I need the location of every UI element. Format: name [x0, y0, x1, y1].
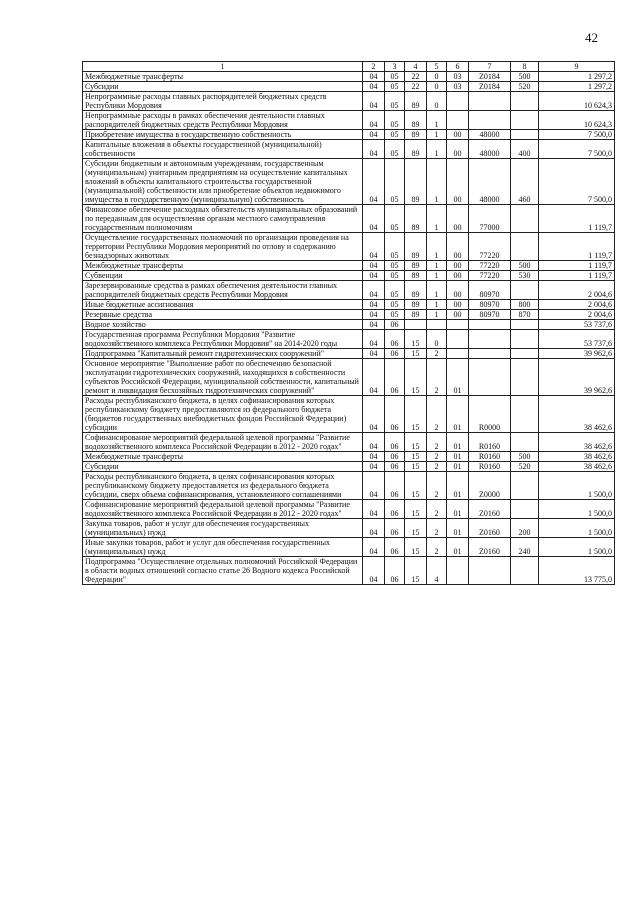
code-subsection-cell: 06 [385, 349, 405, 359]
code-activity-cell: 00 [447, 300, 469, 310]
code-section-cell: 04 [363, 320, 385, 330]
code-subprogram-cell: 2 [427, 349, 447, 359]
code-section-cell: 04 [363, 310, 385, 320]
column-header: 2 [363, 62, 385, 72]
table-row [83, 396, 615, 433]
code-program-cell [405, 320, 427, 330]
item-name-cell: Водное хозяйство [83, 320, 363, 330]
code-expense-type-cell [511, 396, 539, 433]
code-direction-cell: Z0160 [469, 519, 511, 538]
code-direction-cell [469, 359, 511, 396]
code-direction-cell: R0160 [469, 452, 511, 462]
code-direction-cell [469, 349, 511, 359]
amount-cell: 2 004,6 [539, 281, 615, 300]
code-section-cell: 04 [363, 281, 385, 300]
amount-cell: 2 004,6 [539, 300, 615, 310]
code-section-cell: 04 [363, 111, 385, 130]
code-program-cell: 89 [405, 310, 427, 320]
code-subprogram-cell: 2 [427, 538, 447, 557]
code-program-cell: 89 [405, 140, 427, 159]
amount-cell: 10 624,3 [539, 111, 615, 130]
code-subsection-cell: 06 [385, 396, 405, 433]
code-program-cell: 89 [405, 205, 427, 233]
code-program-cell: 15 [405, 557, 427, 585]
code-expense-type-cell: 500 [511, 452, 539, 462]
code-expense-type-cell: 400 [511, 140, 539, 159]
code-subsection-cell: 05 [385, 310, 405, 320]
item-name-cell: Иные закупки товаров, работ и услуг для обеспечения государственных (муниципальных) нужд [83, 538, 363, 557]
table-row [83, 261, 615, 271]
code-subprogram-cell: 1 [427, 310, 447, 320]
code-activity-cell: 00 [447, 140, 469, 159]
item-name-cell: Капитальные вложения в объекты государственной (муниципальной) собственности [83, 140, 363, 159]
item-name-cell: Непрограммные расходы в рамках обеспечения деятельности главных распорядителей бюджетных средств Республики Мордовия [83, 111, 363, 130]
code-direction-cell [469, 557, 511, 585]
code-section-cell: 04 [363, 538, 385, 557]
item-name-cell: Межбюджетные трансферты [83, 261, 363, 271]
code-subsection-cell: 06 [385, 538, 405, 557]
code-section-cell: 04 [363, 396, 385, 433]
table-row [83, 330, 615, 349]
code-section-cell: 04 [363, 300, 385, 310]
code-expense-type-cell: 800 [511, 300, 539, 310]
code-program-cell: 15 [405, 538, 427, 557]
column-header: 6 [447, 62, 469, 72]
code-activity-cell: 01 [447, 500, 469, 519]
code-subprogram-cell: 2 [427, 433, 447, 452]
code-section-cell: 04 [363, 140, 385, 159]
code-subsection-cell: 06 [385, 462, 405, 472]
code-direction-cell: R0000 [469, 396, 511, 433]
code-section-cell: 04 [363, 130, 385, 140]
code-expense-type-cell [511, 205, 539, 233]
code-direction-cell: R0160 [469, 433, 511, 452]
code-program-cell: 15 [405, 519, 427, 538]
code-subprogram-cell: 0 [427, 92, 447, 111]
column-header: 5 [427, 62, 447, 72]
table-row [83, 557, 615, 585]
item-name-cell: Резервные средства [83, 310, 363, 320]
table-row [83, 271, 615, 281]
code-subprogram-cell: 2 [427, 462, 447, 472]
amount-cell: 1 500,0 [539, 472, 615, 500]
budget-table [82, 61, 615, 585]
code-direction-cell: 77220 [469, 271, 511, 281]
code-subprogram-cell: 2 [427, 359, 447, 396]
code-subprogram-cell: 1 [427, 261, 447, 271]
code-subprogram-cell [427, 320, 447, 330]
code-activity-cell: 00 [447, 281, 469, 300]
amount-cell: 7 500,0 [539, 130, 615, 140]
item-name-cell: Подпрограмма "Капитальный ремонт гидротехнических сооружений" [83, 349, 363, 359]
code-program-cell: 15 [405, 349, 427, 359]
code-expense-type-cell [511, 500, 539, 519]
table-row [83, 82, 615, 92]
table-body [83, 72, 615, 585]
table-row [83, 111, 615, 130]
table-row [83, 140, 615, 159]
code-direction-cell [469, 330, 511, 349]
code-program-cell: 15 [405, 452, 427, 462]
code-activity-cell: 01 [447, 519, 469, 538]
amount-cell: 13 775,0 [539, 557, 615, 585]
code-subprogram-cell: 1 [427, 205, 447, 233]
amount-cell: 39 962,6 [539, 349, 615, 359]
code-subprogram-cell: 1 [427, 140, 447, 159]
code-activity-cell [447, 111, 469, 130]
code-program-cell: 89 [405, 159, 427, 205]
item-name-cell: Субсидии [83, 82, 363, 92]
code-direction-cell: 77220 [469, 261, 511, 271]
code-program-cell: 15 [405, 396, 427, 433]
code-subsection-cell: 06 [385, 519, 405, 538]
amount-cell: 2 004,6 [539, 310, 615, 320]
table-row [83, 300, 615, 310]
code-program-cell: 15 [405, 472, 427, 500]
code-activity-cell: 00 [447, 205, 469, 233]
code-expense-type-cell [511, 349, 539, 359]
code-activity-cell: 00 [447, 271, 469, 281]
code-subprogram-cell: 1 [427, 233, 447, 261]
table-row [83, 452, 615, 462]
table-row [83, 310, 615, 320]
item-name-cell: Межбюджетные трансферты [83, 452, 363, 462]
code-expense-type-cell [511, 433, 539, 452]
column-header: 7 [469, 62, 511, 72]
code-subsection-cell: 06 [385, 557, 405, 585]
code-section-cell: 04 [363, 330, 385, 349]
code-direction-cell [469, 92, 511, 111]
code-direction-cell: Z0184 [469, 72, 511, 82]
table-row [83, 349, 615, 359]
item-name-cell: Приобретение имущества в государственную собственность [83, 130, 363, 140]
code-subprogram-cell: 2 [427, 472, 447, 500]
table-row [83, 233, 615, 261]
code-activity-cell: 01 [447, 538, 469, 557]
code-direction-cell: Z0160 [469, 500, 511, 519]
code-direction-cell: Z0000 [469, 472, 511, 500]
amount-cell: 53 737,6 [539, 320, 615, 330]
item-name-cell: Софинансирование мероприятий федеральной целевой программы "Развитие водохозяйственного комплекса Российской Федерации в 2012 - 2020 годах" [83, 500, 363, 519]
code-expense-type-cell: 530 [511, 271, 539, 281]
code-expense-type-cell [511, 557, 539, 585]
code-activity-cell: 03 [447, 72, 469, 82]
code-direction-cell: 77000 [469, 205, 511, 233]
amount-cell: 1 297,2 [539, 82, 615, 92]
table-row [83, 92, 615, 111]
item-name-cell: Субсидии бюджетным и автономным учреждениям, государственным (муниципальным) унитарным предприятиям на осуществление капитальных вложений в объекты капитального строительства государственной (муниципальной) собственности или приобретение объектов недвижимого имущества в государственную (муниципальную) собственность [83, 159, 363, 205]
code-subprogram-cell: 2 [427, 452, 447, 462]
code-section-cell: 04 [363, 519, 385, 538]
code-program-cell: 15 [405, 433, 427, 452]
code-section-cell: 04 [363, 82, 385, 92]
code-program-cell: 22 [405, 82, 427, 92]
code-direction-cell: 48000 [469, 130, 511, 140]
code-activity-cell: 01 [447, 472, 469, 500]
amount-cell: 1 119,7 [539, 271, 615, 281]
column-header: 1 [83, 62, 363, 72]
code-program-cell: 22 [405, 72, 427, 82]
table-row [83, 433, 615, 452]
code-subsection-cell: 05 [385, 233, 405, 261]
amount-cell: 1 119,7 [539, 233, 615, 261]
code-direction-cell: 80970 [469, 281, 511, 300]
code-activity-cell: 00 [447, 159, 469, 205]
code-subprogram-cell: 0 [427, 72, 447, 82]
item-name-cell: Закупка товаров, работ и услуг для обеспечения государственных (муниципальных) нужд [83, 519, 363, 538]
code-program-cell: 89 [405, 261, 427, 271]
code-section-cell: 04 [363, 233, 385, 261]
code-program-cell: 89 [405, 281, 427, 300]
code-subsection-cell: 05 [385, 300, 405, 310]
code-activity-cell [447, 330, 469, 349]
code-subprogram-cell: 1 [427, 159, 447, 205]
code-expense-type-cell: 520 [511, 82, 539, 92]
item-name-cell: Расходы республиканского бюджета, в целях софинансирования которых республиканскому бюджету предоставляются из федерального бюджета (бюджетов государственных внебюджетных фондов Российской Федерации) субсидии [83, 396, 363, 433]
code-activity-cell [447, 320, 469, 330]
table-header-row [83, 62, 615, 72]
item-name-cell: Субсидии [83, 462, 363, 472]
table-row [83, 472, 615, 500]
item-name-cell: Осуществление государственных полномочий по организации проведения на территории Республики Мордовия мероприятий по отлову и содержанию безнадзорных животных [83, 233, 363, 261]
amount-cell: 1 500,0 [539, 500, 615, 519]
code-expense-type-cell: 460 [511, 159, 539, 205]
amount-cell: 39 962,6 [539, 359, 615, 396]
item-name-cell: Основное мероприятие "Выполнение работ по обеспечению безопасной эксплуатации гидротехнических сооружений, находящихся в собственности субъектов Российской Федерации, муниципальной собственности, капитальный ремонт и ликвидация бесхозяйных гидротехнических сооружений" [83, 359, 363, 396]
amount-cell: 1 500,0 [539, 538, 615, 557]
code-expense-type-cell: 500 [511, 72, 539, 82]
code-program-cell: 89 [405, 300, 427, 310]
code-subprogram-cell: 0 [427, 82, 447, 92]
code-direction-cell: 48000 [469, 159, 511, 205]
code-expense-type-cell [511, 281, 539, 300]
code-subprogram-cell: 1 [427, 271, 447, 281]
code-activity-cell: 00 [447, 130, 469, 140]
code-subsection-cell: 06 [385, 500, 405, 519]
code-expense-type-cell [511, 130, 539, 140]
code-activity-cell: 00 [447, 233, 469, 261]
column-header: 4 [405, 62, 427, 72]
code-section-cell: 04 [363, 349, 385, 359]
code-activity-cell: 01 [447, 462, 469, 472]
table-row [83, 462, 615, 472]
code-program-cell: 89 [405, 111, 427, 130]
code-subsection-cell: 06 [385, 472, 405, 500]
item-name-cell: Непрограммные расходы главных распорядителей бюджетных средств Республики Мордовия [83, 92, 363, 111]
code-program-cell: 89 [405, 233, 427, 261]
code-direction-cell: 80970 [469, 310, 511, 320]
item-name-cell: Подпрограмма "Осуществление отдельных полномочий Российской Федерации в области водных отношений согласно статье 26 Водного кодекса Российской Федерации" [83, 557, 363, 585]
code-subsection-cell: 06 [385, 359, 405, 396]
amount-cell: 38 462,6 [539, 462, 615, 472]
item-name-cell: Межбюджетные трансферты [83, 72, 363, 82]
code-program-cell: 15 [405, 330, 427, 349]
code-section-cell: 04 [363, 433, 385, 452]
amount-cell: 7 500,0 [539, 159, 615, 205]
code-section-cell: 04 [363, 72, 385, 82]
code-activity-cell: 00 [447, 261, 469, 271]
code-expense-type-cell [511, 111, 539, 130]
code-subsection-cell: 05 [385, 111, 405, 130]
code-section-cell: 04 [363, 92, 385, 111]
code-subsection-cell: 05 [385, 130, 405, 140]
table-row [83, 519, 615, 538]
code-expense-type-cell: 500 [511, 261, 539, 271]
code-section-cell: 04 [363, 159, 385, 205]
code-program-cell: 15 [405, 462, 427, 472]
code-section-cell: 04 [363, 452, 385, 462]
amount-cell: 53 737,6 [539, 330, 615, 349]
item-name-cell: Иные бюджетные ассигнования [83, 300, 363, 310]
code-expense-type-cell [511, 472, 539, 500]
code-subsection-cell: 06 [385, 452, 405, 462]
code-subsection-cell: 06 [385, 330, 405, 349]
code-section-cell: 04 [363, 557, 385, 585]
code-direction-cell [469, 111, 511, 130]
code-subprogram-cell: 1 [427, 281, 447, 300]
code-subprogram-cell: 0 [427, 330, 447, 349]
code-expense-type-cell: 520 [511, 462, 539, 472]
table-row [83, 320, 615, 330]
amount-cell: 7 500,0 [539, 140, 615, 159]
code-direction-cell: Z0160 [469, 538, 511, 557]
code-direction-cell: 80970 [469, 300, 511, 310]
code-subprogram-cell: 1 [427, 130, 447, 140]
code-expense-type-cell [511, 330, 539, 349]
code-activity-cell: 01 [447, 452, 469, 462]
code-expense-type-cell [511, 320, 539, 330]
table-row [83, 500, 615, 519]
code-subsection-cell: 05 [385, 271, 405, 281]
page-number: 42 [585, 30, 598, 45]
code-activity-cell: 01 [447, 433, 469, 452]
code-direction-cell: Z0184 [469, 82, 511, 92]
code-subsection-cell: 05 [385, 72, 405, 82]
table-row [83, 359, 615, 396]
amount-cell: 1 119,7 [539, 261, 615, 271]
code-expense-type-cell [511, 359, 539, 396]
code-subsection-cell: 05 [385, 281, 405, 300]
table-row [83, 538, 615, 557]
code-subsection-cell: 05 [385, 140, 405, 159]
code-subprogram-cell: 2 [427, 519, 447, 538]
code-program-cell: 89 [405, 271, 427, 281]
code-section-cell: 04 [363, 359, 385, 396]
amount-cell: 10 624,3 [539, 92, 615, 111]
amount-cell: 1 297,2 [539, 72, 615, 82]
code-activity-cell: 01 [447, 359, 469, 396]
table-row [83, 281, 615, 300]
code-subprogram-cell: 2 [427, 500, 447, 519]
code-section-cell: 04 [363, 261, 385, 271]
table-row [83, 72, 615, 82]
item-name-cell: Зарезервированные средства в рамках обеспечения деятельности главных распорядителей бюджетных средств Республики Мордовия [83, 281, 363, 300]
code-subsection-cell: 05 [385, 205, 405, 233]
code-program-cell: 15 [405, 500, 427, 519]
code-section-cell: 04 [363, 500, 385, 519]
code-subprogram-cell: 2 [427, 396, 447, 433]
code-program-cell: 89 [405, 92, 427, 111]
item-name-cell: Софинансирование мероприятий федеральной целевой программы "Развитие водохозяйственного комплекса Российской Федерации в 2012 - 2020 годах" [83, 433, 363, 452]
code-section-cell: 04 [363, 462, 385, 472]
table-row [83, 159, 615, 205]
code-section-cell: 04 [363, 472, 385, 500]
code-direction-cell: R0160 [469, 462, 511, 472]
code-activity-cell [447, 557, 469, 585]
amount-cell: 38 462,6 [539, 433, 615, 452]
code-section-cell: 04 [363, 205, 385, 233]
code-subsection-cell: 05 [385, 261, 405, 271]
code-subsection-cell: 06 [385, 320, 405, 330]
code-expense-type-cell: 870 [511, 310, 539, 320]
code-subsection-cell: 06 [385, 433, 405, 452]
code-activity-cell: 03 [447, 82, 469, 92]
code-subsection-cell: 05 [385, 159, 405, 205]
code-activity-cell: 01 [447, 396, 469, 433]
code-subprogram-cell: 1 [427, 111, 447, 130]
code-activity-cell [447, 349, 469, 359]
code-subsection-cell: 05 [385, 92, 405, 111]
amount-cell: 1 119,7 [539, 205, 615, 233]
code-direction-cell [469, 320, 511, 330]
amount-cell: 38 462,6 [539, 452, 615, 462]
code-activity-cell [447, 92, 469, 111]
code-expense-type-cell [511, 233, 539, 261]
column-header: 8 [511, 62, 539, 72]
item-name-cell: Субвенции [83, 271, 363, 281]
code-program-cell: 89 [405, 130, 427, 140]
code-direction-cell: 77220 [469, 233, 511, 261]
column-header: 9 [539, 62, 615, 72]
code-section-cell: 04 [363, 271, 385, 281]
item-name-cell: Финансовое обеспечение расходных обязательств муниципальных образований по переданным для осуществления органам местного самоуправления государственным полномочиям [83, 205, 363, 233]
code-expense-type-cell: 240 [511, 538, 539, 557]
code-expense-type-cell [511, 92, 539, 111]
amount-cell: 1 500,0 [539, 519, 615, 538]
code-subprogram-cell: 4 [427, 557, 447, 585]
code-activity-cell: 00 [447, 310, 469, 320]
item-name-cell: Государственная программа Республики Мордовия "Развитие водохозяйственного комплекса Республики Мордовия" на 2014-2020 годы [83, 330, 363, 349]
table-row [83, 205, 615, 233]
code-subsection-cell: 05 [385, 82, 405, 92]
item-name-cell: Расходы республиканского бюджета, в целях софинансирования которых республиканскому бюджету предоставляется из федерального бюджета субсидии, сверх объема софинансирования, установленного соглашениями [83, 472, 363, 500]
amount-cell: 38 462,6 [539, 396, 615, 433]
code-expense-type-cell: 200 [511, 519, 539, 538]
code-program-cell: 15 [405, 359, 427, 396]
code-subprogram-cell: 1 [427, 300, 447, 310]
table-row [83, 130, 615, 140]
code-direction-cell: 48000 [469, 140, 511, 159]
column-header: 3 [385, 62, 405, 72]
